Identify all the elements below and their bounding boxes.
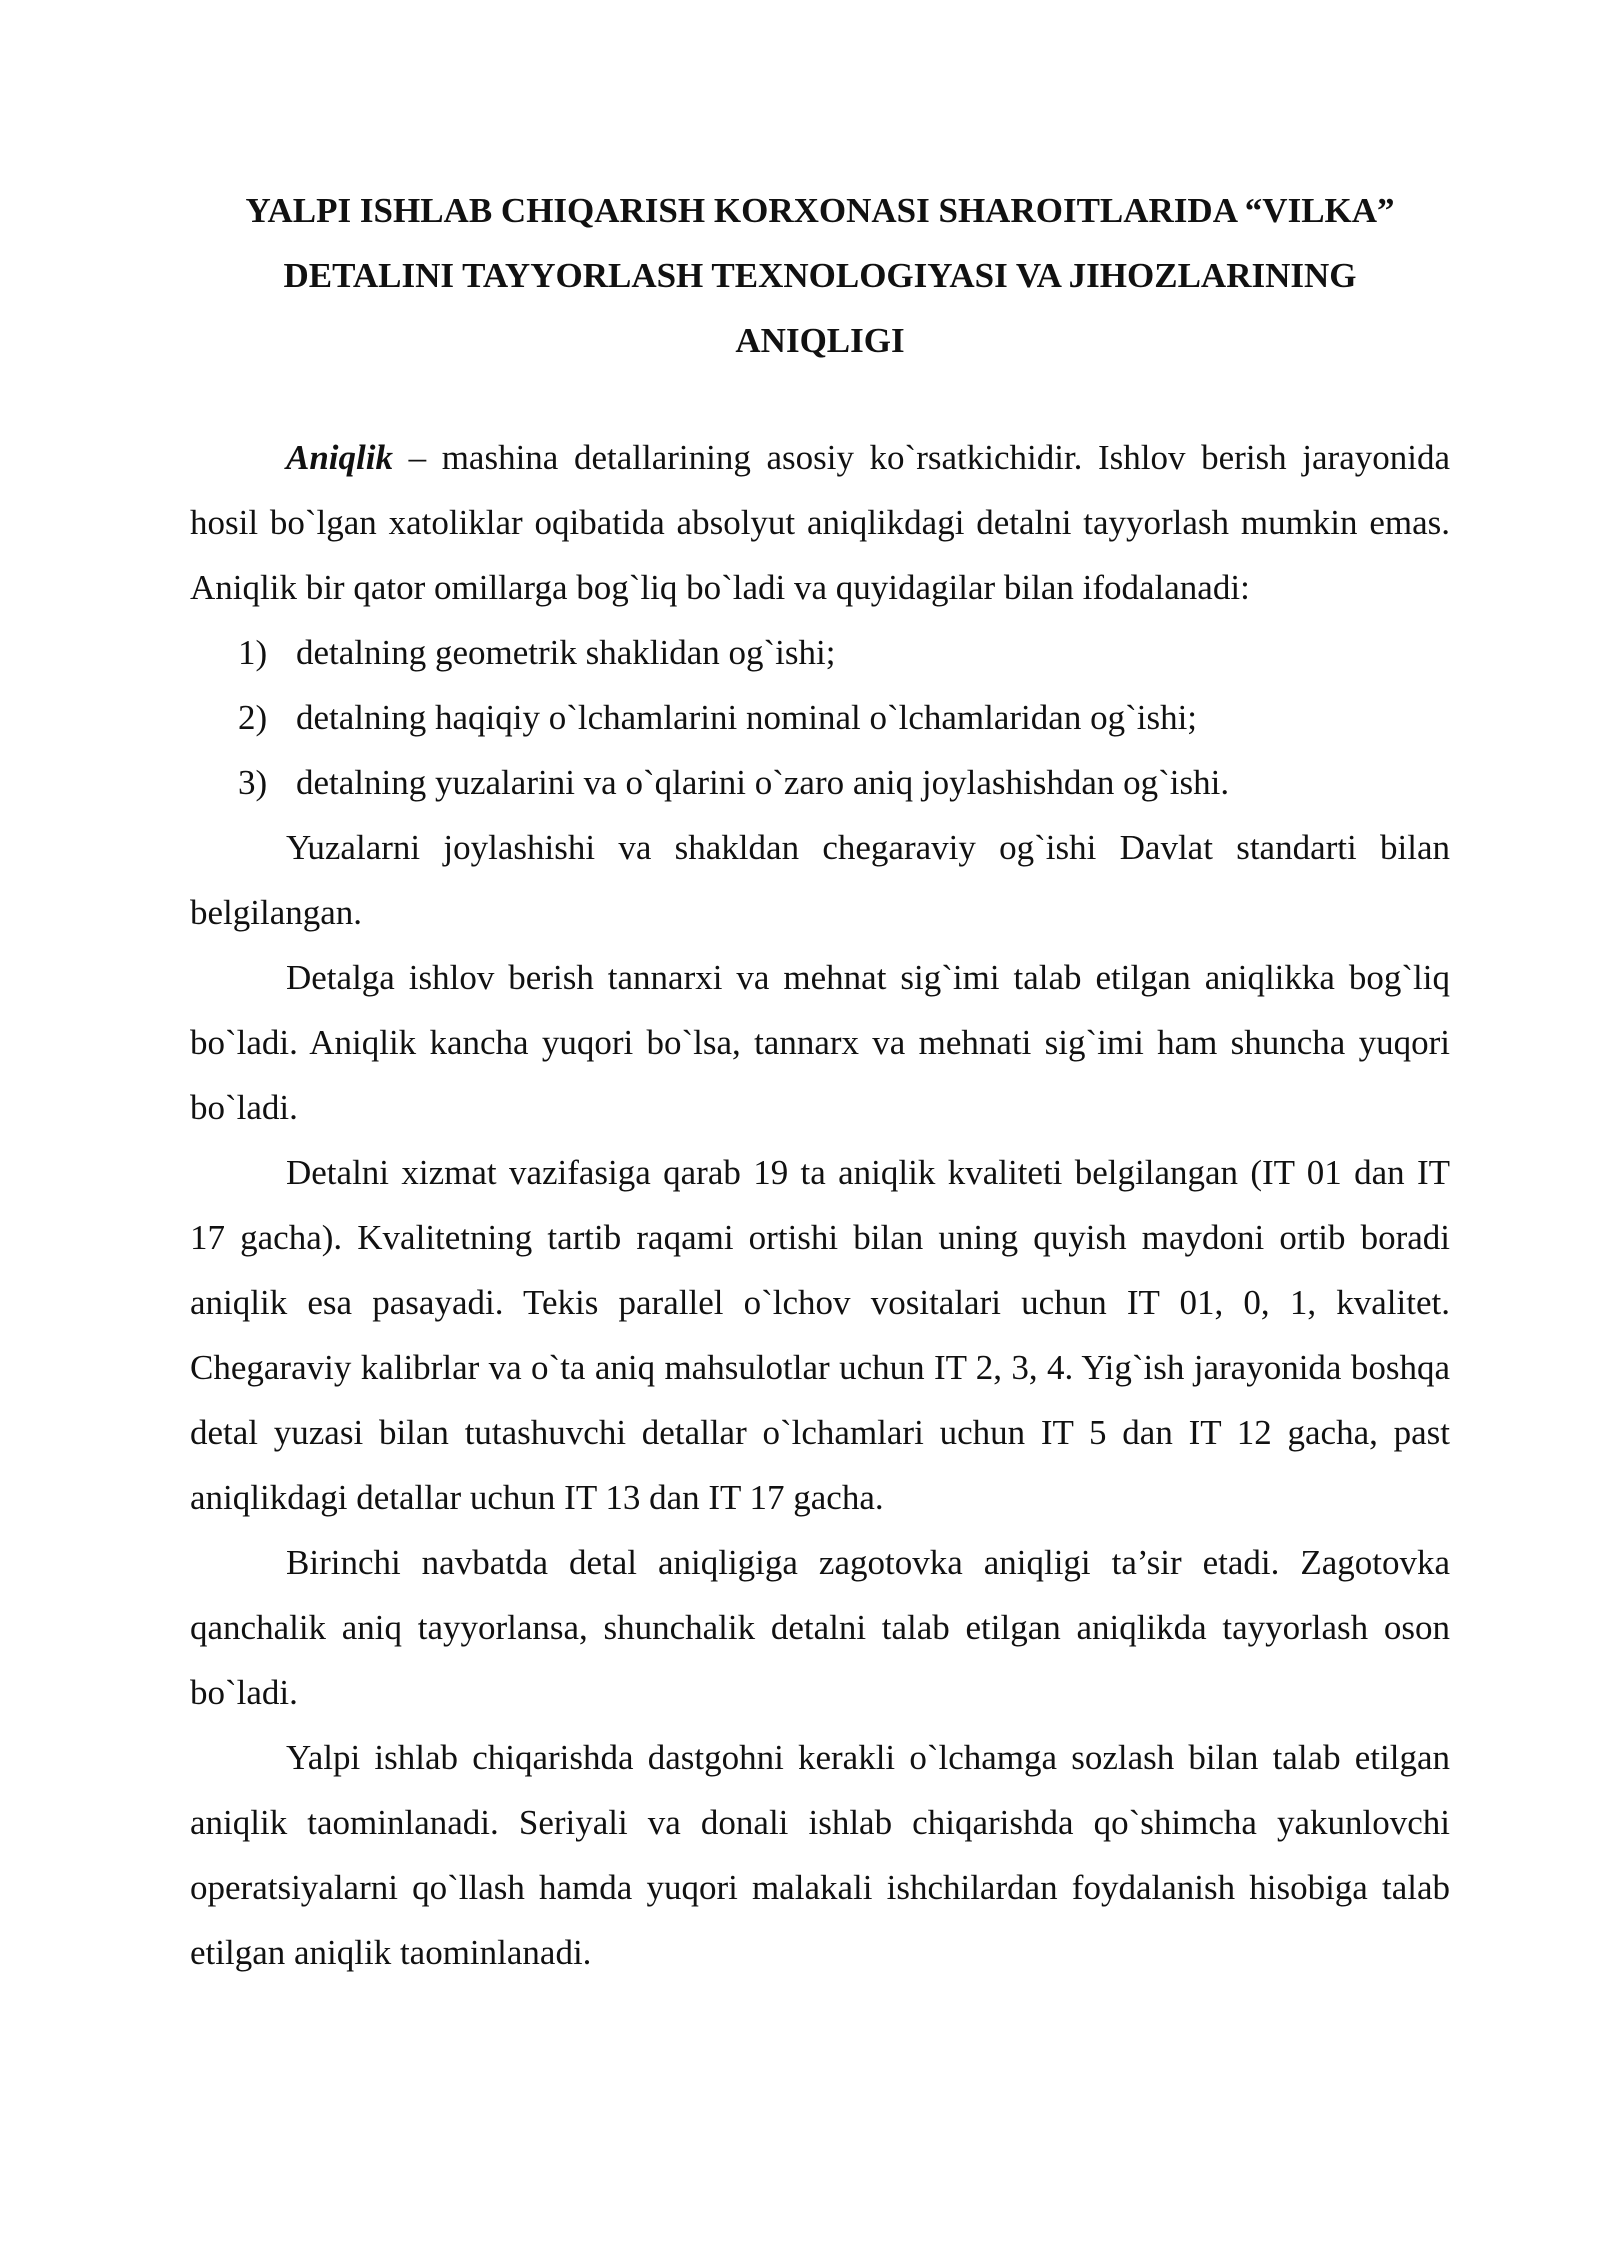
- intro-text: – mashina detallarining asosiy ko`rsatkichidir. Ishlov berish jarayonida hosil bo`lgan xatoliklar oqibatida absolyut aniqlikdagi detalni tayyorlash mumkin emas. Aniqlik bir qator omillarga bog`liq bo`ladi va quyidagilar bilan ifodalanadi:: [190, 438, 1450, 607]
- paragraph-qualities: Detalni xizmat vazifasiga qarab 19 ta aniqlik kvaliteti belgilangan (IT 01 dan IT 17 gacha). Kvalitetning tartib raqami ortishi bilan uning quyish maydoni ortib boradi aniqlik esa pasayadi. Tekis parallel o`lchov vositalari uchun IT 01, 0, 1, kvalitet. Chegaraviy kalibrlar va o`ta aniq mahsulotlar uchun IT 2, 3, 4. Yig`ish jarayonida boshqa detal yuzasi bilan tutashuvchi detallar o`lchamlari uchun IT 5 dan IT 12 gacha, past aniqlikdagi detallar uchun IT 13 dan IT 17 gacha.: [190, 1153, 1450, 1517]
- list-item-number: 3): [238, 763, 268, 802]
- intro-paragraph: [190, 425, 1450, 620]
- document-body: [190, 425, 1450, 1985]
- list-item-number: 2): [238, 698, 268, 737]
- paragraph-production: Yalpi ishlab chiqarishda dastgohni kerakli o`lchamga sozlash bilan talab etilgan aniqlik taominlanadi. Seriyali va donali ishlab chiqarishda qo`shimcha yakunlovchi operatsiyalarni qo`llash hamda yuqori malakali ishchilardan foydalanish hisobiga talab etilgan aniqlik taominlanadi.: [190, 1738, 1450, 1972]
- title-line-2: DETALINI TAYYORLASH TEXNOLOGIYASI VA JIHOZLARINING: [283, 256, 1357, 295]
- paragraph-standards: Yuzalarni joylashishi va shakldan chegaraviy og`ishi Davlat standarti bilan belgilangan.: [190, 828, 1450, 932]
- list-item-text: detalning yuzalarini va o`qlarini o`zaro aniq joylashishdan og`ishi.: [296, 763, 1230, 802]
- title-line-3: ANIQLIGI: [735, 321, 905, 360]
- list-item-text: detalning geometrik shaklidan og`ishi;: [296, 633, 836, 672]
- document-title: [190, 178, 1450, 373]
- list-item: [190, 620, 1450, 685]
- paragraph-cost: Detalga ishlov berish tannarxi va mehnat sig`imi talab etilgan aniqlikka bog`liq bo`ladi. Aniqlik kancha yuqori bo`lsa, tannarx va mehnati sig`imi ham shuncha yuqori bo`ladi.: [190, 958, 1450, 1127]
- intro-term: Aniqlik: [286, 438, 393, 477]
- list-item: [190, 685, 1450, 750]
- list-item-text: detalning haqiqiy o`lchamlarini nominal o`lchamlaridan og`ishi;: [296, 698, 1198, 737]
- deviation-list: [190, 620, 1450, 815]
- title-line-1: YALPI ISHLAB CHIQARISH KORXONASI SHAROITLARIDA “VILKA”: [245, 191, 1395, 230]
- paragraph-blank-accuracy: Birinchi navbatda detal aniqligiga zagotovka aniqligi ta’sir etadi. Zagotovka qanchalik aniq tayyorlansa, shunchalik detalni talab etilgan aniqlikda tayyorlash oson bo`ladi.: [190, 1543, 1450, 1712]
- document-page: [190, 178, 1450, 1985]
- list-item-number: 1): [238, 633, 268, 672]
- list-item: [190, 750, 1450, 815]
